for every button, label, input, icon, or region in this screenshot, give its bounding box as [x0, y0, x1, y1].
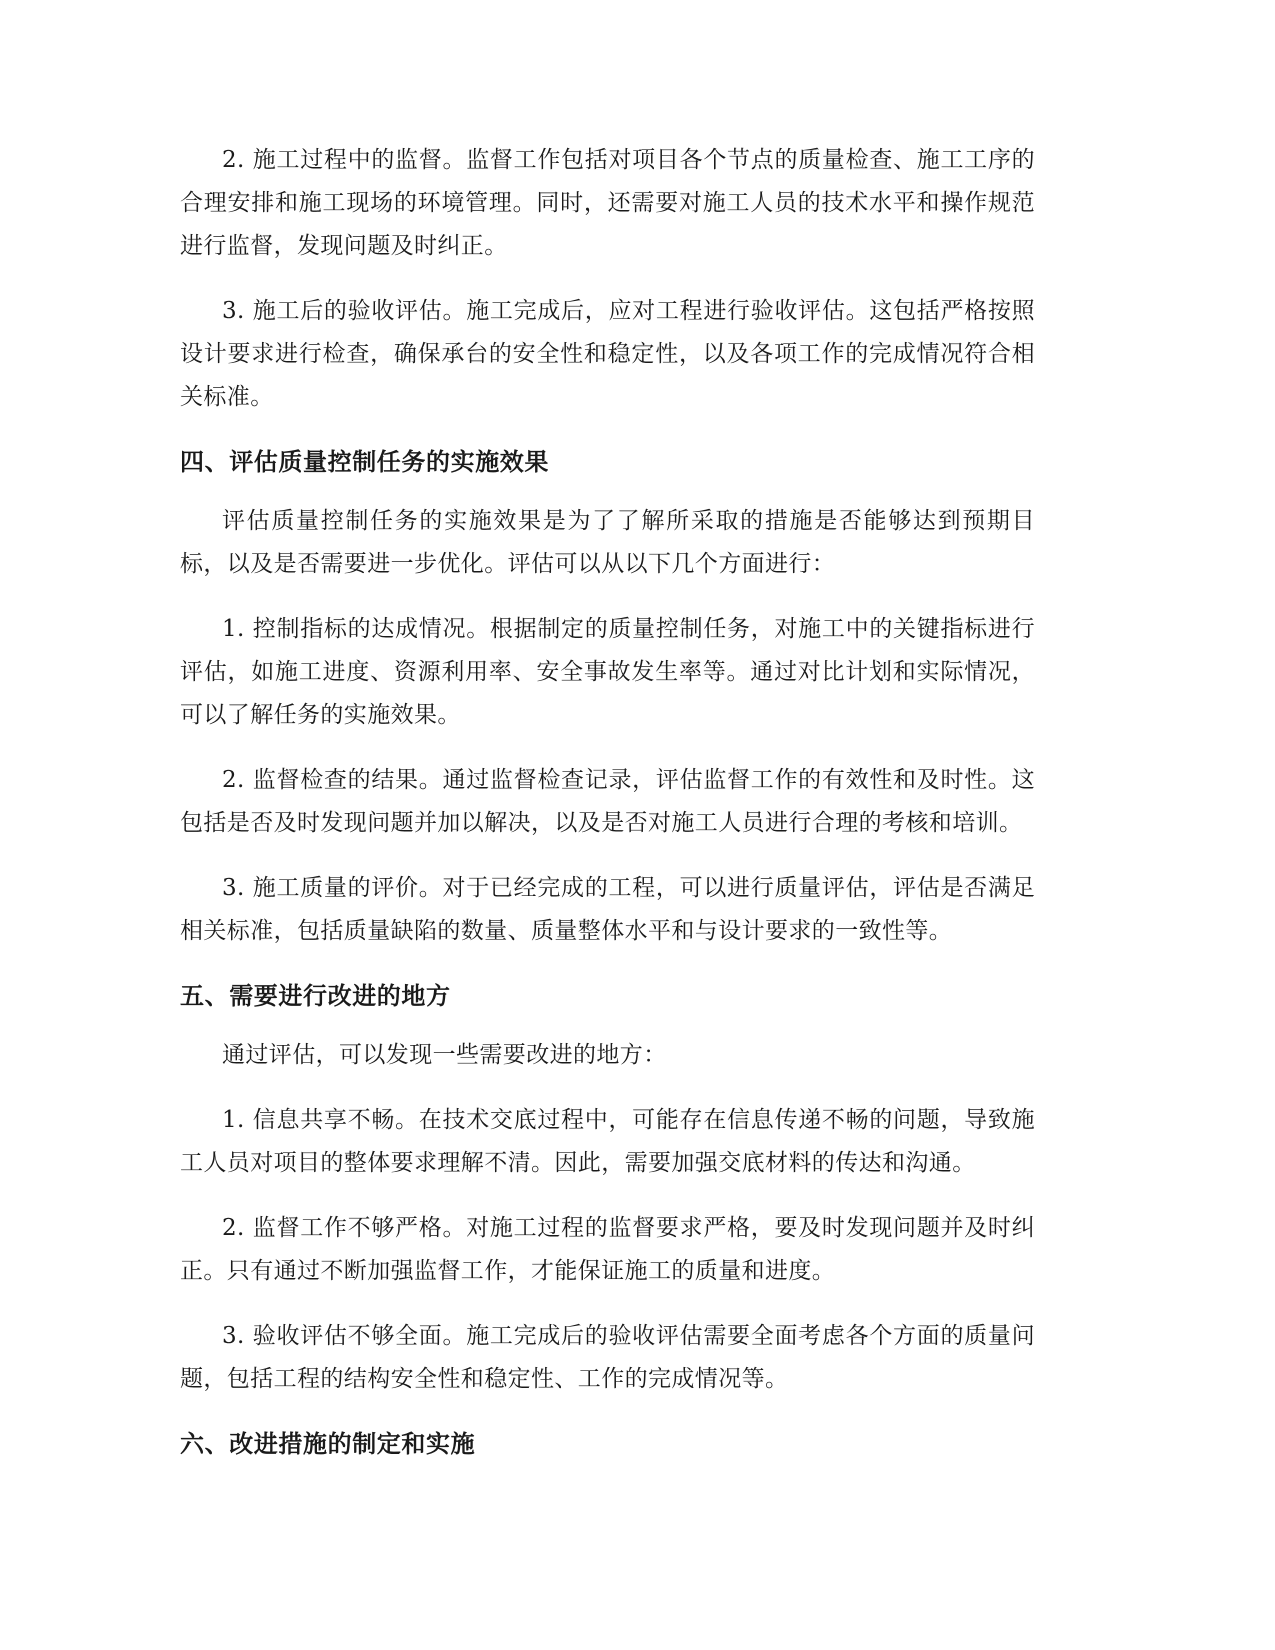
paragraph-acceptance-evaluation: 3. 施工后的验收评估。施工完成后，应对工程进行验收评估。这包括严格按照设计要求进行检查，确保承台的安全性和稳定性，以及各项工作的完成情况符合相关标准。 — [180, 298, 1035, 410]
paragraph-inspection-results: 2. 监督检查的结果。通过监督检查记录，评估监督工作的有效性和及时性。这包括是否及时发现问题并加以解决，以及是否对施工人员进行合理的考核和培训。 — [180, 767, 1035, 836]
paragraph-quality-evaluation: 3. 施工质量的评价。对于已经完成的工程，可以进行质量评估，评估是否满足相关标准，包括质量缺陷的数量、质量整体水平和与设计要求的一致性等。 — [180, 875, 1035, 944]
paragraph-information-sharing: 1. 信息共享不畅。在技术交底过程中，可能存在信息传递不畅的问题，导致施工人员对项目的整体要求理解不清。因此，需要加强交底材料的传达和沟通。 — [180, 1107, 1035, 1176]
section-heading-6: 六、改进措施的制定和实施 — [180, 1430, 476, 1458]
section-heading-5: 五、需要进行改进的地方 — [180, 982, 451, 1010]
paragraph-improvement-intro: 通过评估，可以发现一些需要改进的地方： — [222, 1042, 667, 1068]
section-heading-4: 四、评估质量控制任务的实施效果 — [180, 448, 549, 476]
paragraph-indicator-achievement: 1. 控制指标的达成情况。根据制定的质量控制任务，对施工中的关键指标进行评估，如施工进度、资源利用率、安全事故发生率等。通过对比计划和实际情况，可以了解任务的实施效果。 — [180, 616, 1035, 728]
paragraph-construction-supervision: 2. 施工过程中的监督。监督工作包括对项目各个节点的质量检查、施工工序的合理安排和施工现场的环境管理。同时，还需要对施工人员的技术水平和操作规范进行监督，发现问题及时纠正。 — [180, 147, 1035, 259]
paragraph-supervision-strictness: 2. 监督工作不够严格。对施工过程的监督要求严格，要及时发现问题并及时纠正。只有通过不断加强监督工作，才能保证施工的质量和进度。 — [180, 1215, 1035, 1284]
paragraph-acceptance-completeness: 3. 验收评估不够全面。施工完成后的验收评估需要全面考虑各个方面的质量问题，包括工程的结构安全性和稳定性、工作的完成情况等。 — [180, 1323, 1035, 1392]
paragraph-evaluation-intro: 评估质量控制任务的实施效果是为了了解所采取的措施是否能够达到预期目标，以及是否需要进一步优化。评估可以从以下几个方面进行： — [180, 508, 1035, 577]
document-page — [180, 139, 1035, 1482]
